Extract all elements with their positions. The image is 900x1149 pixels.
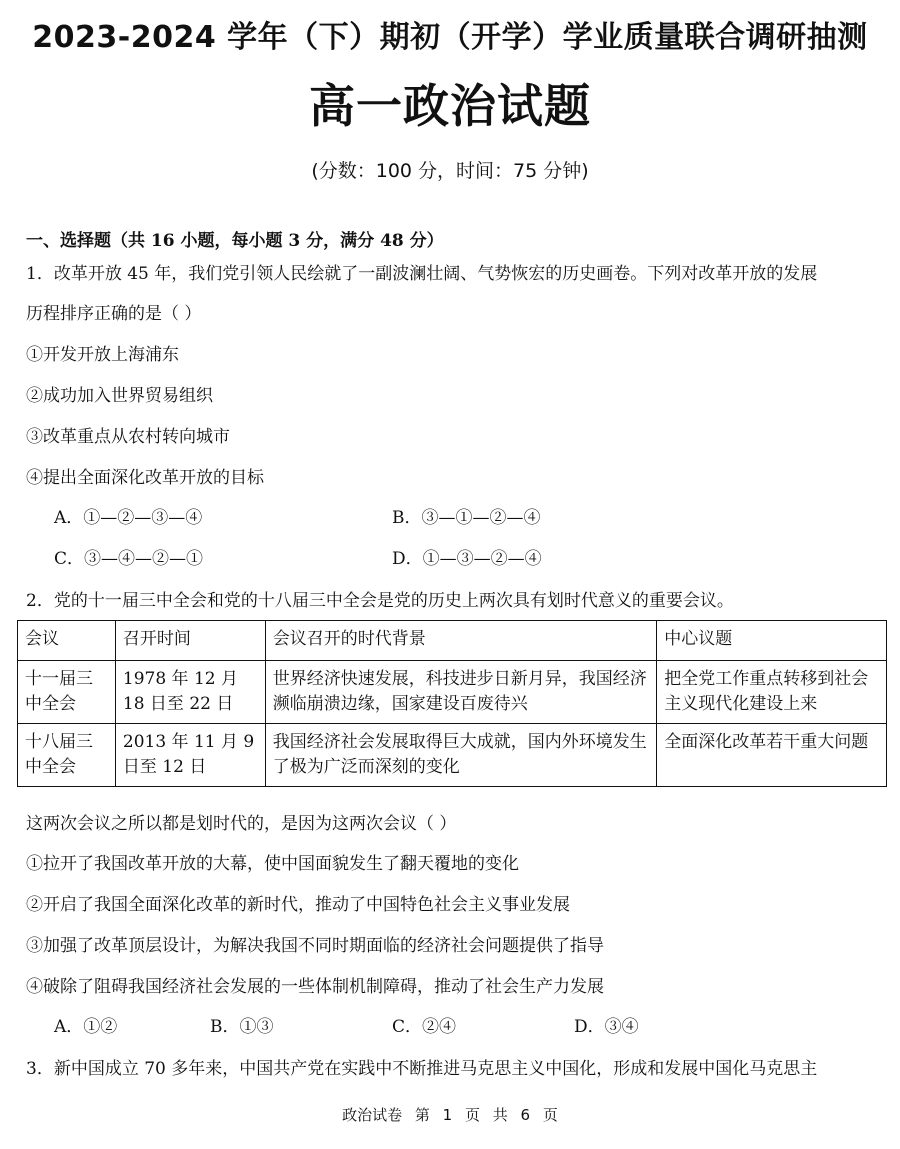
table-header-cell: 中心议题	[657, 621, 887, 661]
q2-question: 这两次会议之所以都是划时代的，是因为这两次会议（ ）	[26, 814, 457, 834]
q2-item: ②开启了我国全面深化改革的新时代，推动了中国特色社会主义事业发展	[26, 895, 570, 915]
q2-option-b: B．①③	[210, 1017, 274, 1037]
q1-item: ①开发开放上海浦东	[26, 345, 179, 365]
table-cell: 把全党工作重点转移到社会主义现代化建设上来	[657, 661, 887, 724]
q2-item: ④破除了阻碍我国经济社会发展的一些体制机制障碍，推动了社会生产力发展	[26, 977, 604, 997]
table-cell: 2013 年 11 月 9 日至 12 日	[115, 724, 265, 787]
q1-option-a: A．①—②—③—④	[54, 508, 203, 528]
table-cell: 十一届三中全会	[18, 661, 116, 724]
table-cell: 1978 年 12 月 18 日至 22 日	[115, 661, 265, 724]
q2-option-d: D．③④	[574, 1017, 639, 1037]
q2-stem: 2．党的十一届三中全会和党的十八届三中全会是党的历史上两次具有划时代意义的重要会议。	[26, 591, 734, 611]
q1-stem-line1: 1．改革开放 45 年，我们党引领人民绘就了一副波澜壮阔、气势恢宏的历史画卷。下列对改革开放的发展	[26, 264, 818, 284]
table-cell: 世界经济快速发展，科技进步日新月异，我国经济濒临崩溃边缘，国家建设百废待兴	[265, 661, 657, 724]
page-footer: 政治试卷 第 1 页 共 6 页	[342, 1106, 558, 1124]
table-row	[18, 661, 887, 724]
q1-option-c: C．③—④—②—①	[54, 549, 204, 569]
q3-stem-line1: 3．新中国成立 70 多年来，中国共产党在实践中不断推进马克思主义中国化，形成和发展中国化马克思主	[26, 1059, 818, 1079]
q2-item: ①拉开了我国改革开放的大幕，使中国面貌发生了翻天覆地的变化	[26, 854, 519, 874]
section-heading: 一、选择题（共 16 小题，每小题 3 分，满分 48 分）	[26, 231, 444, 251]
table-header-cell: 召开时间	[115, 621, 265, 661]
q2-option-a: A．①②	[54, 1017, 118, 1037]
table-cell: 我国经济社会发展取得巨大成就，国内外环境发生了极为广泛而深刻的变化	[265, 724, 657, 787]
table-row	[18, 724, 887, 787]
q1-option-d: D．①—③—②—④	[392, 549, 542, 569]
q2-item: ③加强了改革顶层设计，为解决我国不同时期面临的经济社会问题提供了指导	[26, 936, 604, 956]
table-cell: 全面深化改革若干重大问题	[657, 724, 887, 787]
q1-item: ②成功加入世界贸易组织	[26, 386, 213, 406]
q1-item: ③改革重点从农村转向城市	[26, 427, 230, 447]
subject-title: 高一政治试题	[309, 79, 591, 133]
exam-meta: (分数：100 分，时间：75 分钟)	[311, 160, 589, 182]
q1-item: ④提出全面深化改革开放的目标	[26, 468, 264, 488]
table-header-cell: 会议召开的时代背景	[265, 621, 657, 661]
q1-stem-line2: 历程排序正确的是（ ）	[26, 304, 202, 324]
q2-option-c: C．②④	[392, 1017, 457, 1037]
q1-option-b: B．③—①—②—④	[392, 508, 541, 528]
table-header-cell: 会议	[18, 621, 116, 661]
exam-name: 2023-2024 学年（下）期初（开学）学业质量联合调研抽测	[32, 20, 868, 55]
table-cell: 十八届三中全会	[18, 724, 116, 787]
meeting-table	[17, 620, 887, 787]
table-header-row	[18, 621, 887, 661]
